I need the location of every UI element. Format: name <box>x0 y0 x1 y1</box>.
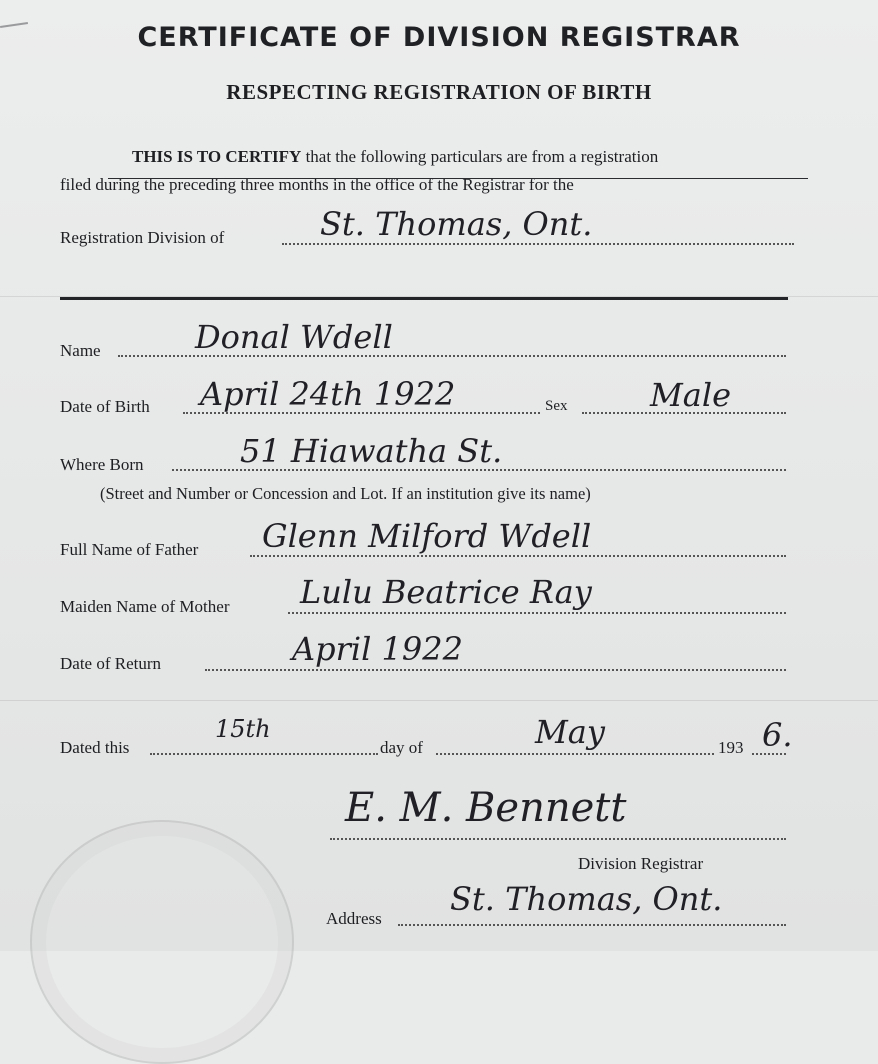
handwritten-dated-day: 15th <box>215 715 271 743</box>
handwritten-date-of-birth: April 24th 1922 <box>200 375 456 413</box>
handwritten-address: St. Thomas, Ont. <box>450 880 723 918</box>
registrar-signature: E. M. Bennett <box>345 785 627 831</box>
dotted-line <box>398 924 786 926</box>
handwritten-name: Donal Wdell <box>195 318 393 356</box>
dotted-line <box>205 669 786 671</box>
certify-line2: filed during the preceding three months in the office of the Registrar for the <box>60 175 574 194</box>
dotted-line <box>288 612 786 614</box>
certify-lead: THIS IS TO CERTIFY <box>132 147 302 166</box>
handwritten-date-of-return: April 1922 <box>292 630 463 668</box>
handwritten-year-digit: 6. <box>762 716 793 754</box>
certificate-title: CERTIFICATE OF DIVISION REGISTRAR <box>137 22 741 53</box>
certify-paragraph <box>60 143 800 199</box>
handwritten-dated-month: May <box>535 713 605 751</box>
date-of-birth-label: Date of Birth <box>60 397 150 416</box>
division-registrar-label: Division Registrar <box>578 854 704 873</box>
year-prefix-label: 193 <box>718 738 744 757</box>
dotted-line <box>330 838 786 840</box>
handwritten-sex: Male <box>650 376 732 414</box>
section-divider <box>60 297 788 300</box>
registration-division-label: Registration Division of <box>60 228 225 247</box>
handwritten-mother: Lulu Beatrice Ray <box>300 573 592 611</box>
certify-line1: that the following particulars are from a registration <box>305 147 659 166</box>
mother-label: Maiden Name of Mother <box>60 597 230 616</box>
father-label: Full Name of Father <box>60 540 199 559</box>
dotted-line <box>436 753 714 755</box>
fold-crease <box>0 700 878 701</box>
certificate-subtitle: RESPECTING REGISTRATION OF BIRTH <box>226 80 652 104</box>
where-born-note: (Street and Number or Concession and Lot. If an institution give its name) <box>100 484 591 503</box>
dotted-line <box>150 753 378 755</box>
where-born-label: Where Born <box>60 455 144 474</box>
handwritten-father: Glenn Milford Wdell <box>262 517 592 555</box>
dotted-line <box>250 555 786 557</box>
dotted-line <box>282 243 794 245</box>
embossed-seal <box>30 820 294 1064</box>
name-label: Name <box>60 341 101 360</box>
date-of-return-label: Date of Return <box>60 654 162 673</box>
day-of-label: day of <box>380 738 423 757</box>
sex-label: Sex <box>545 398 568 414</box>
dated-this-label: Dated this <box>60 738 130 757</box>
address-label: Address <box>326 909 382 928</box>
handwritten-where-born: 51 Hiawatha St. <box>240 432 503 470</box>
handwritten-registration-division: St. Thomas, Ont. <box>320 205 593 243</box>
strike-through-line <box>108 178 808 179</box>
